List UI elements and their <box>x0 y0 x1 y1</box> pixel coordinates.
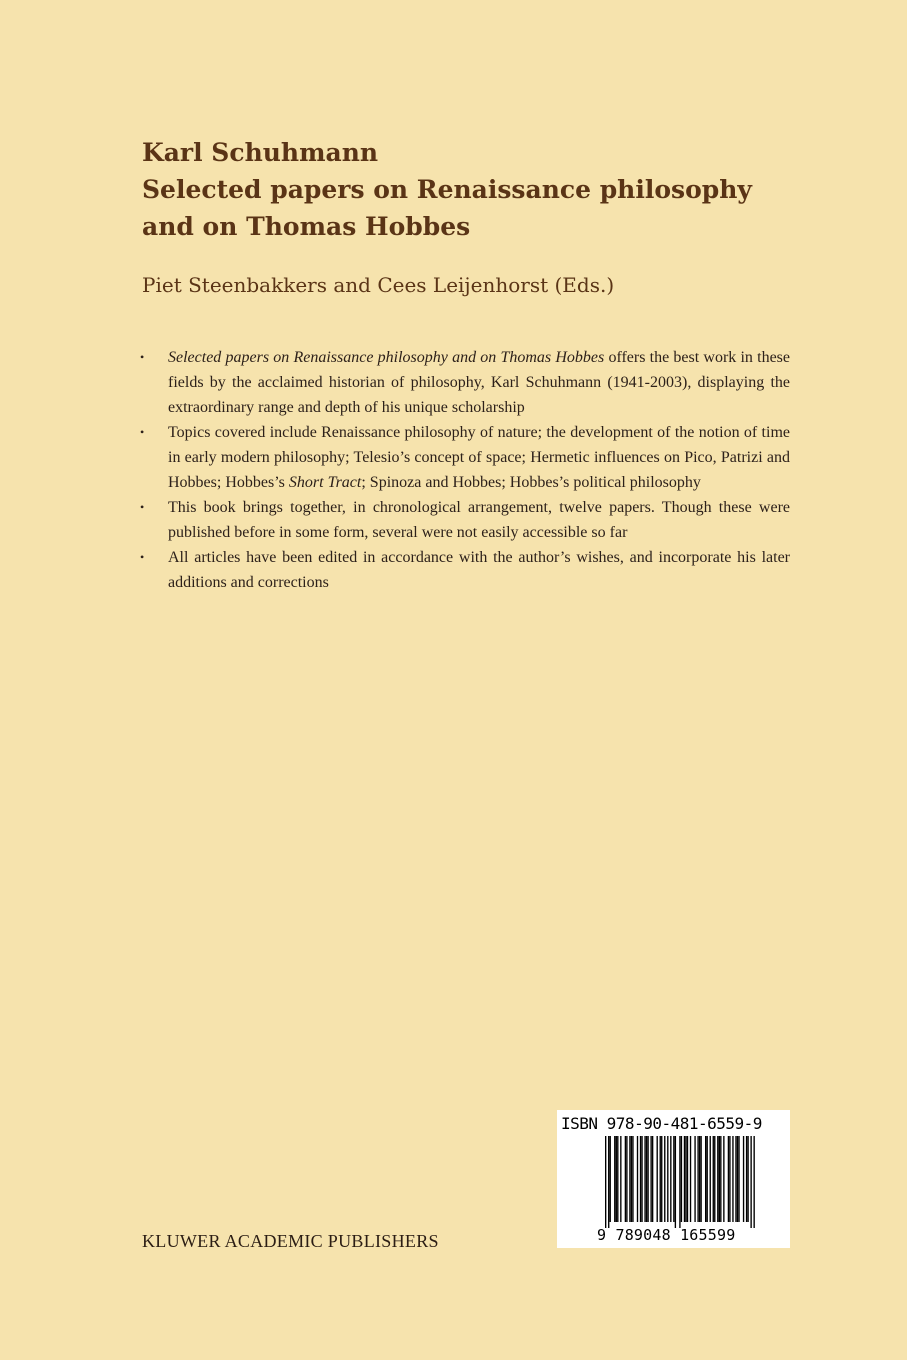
barcode-bar <box>679 1136 680 1228</box>
barcode-bar <box>729 1136 730 1222</box>
isbn-barcode <box>557 1110 790 1248</box>
barcode-bar <box>667 1136 668 1222</box>
bullet-text: This book brings together, in chronological arrangement, twelve papers. Though these were published before in some form, several were not easily accessible so far <box>168 499 790 541</box>
barcode-bar <box>723 1136 724 1222</box>
barcode-bar <box>644 1136 645 1222</box>
barcode-bar <box>661 1136 662 1222</box>
barcode-bar <box>697 1136 698 1222</box>
barcode-bar <box>684 1136 685 1222</box>
list-item <box>140 545 790 595</box>
author-name: Karl Schuhmann <box>142 138 379 167</box>
barcode-digits: 9 789048 165599 <box>597 1226 736 1244</box>
isbn-label: ISBN 978-90-481-6559-9 <box>561 1114 762 1133</box>
barcode-bar <box>640 1136 641 1222</box>
barcode-bar <box>660 1136 661 1222</box>
bullet-text: Topics covered include Renaissance philosophy of nature; the development of the notion of time in early modern philosophy; Telesio’s concept of space; Hermetic influences on Pico, Patrizi and Hobbes; Hobbes’s <box>168 424 790 491</box>
barcode-bar <box>694 1136 695 1222</box>
barcode-bar <box>746 1136 747 1222</box>
barcode-bar <box>664 1136 665 1222</box>
barcode-bar <box>670 1136 671 1222</box>
barcode-bar <box>690 1136 691 1222</box>
barcode-bar <box>608 1136 609 1228</box>
description-list <box>140 345 790 595</box>
barcode-bar <box>750 1136 751 1228</box>
barcode-bar <box>743 1136 744 1222</box>
barcode-bar <box>707 1136 708 1222</box>
barcode-bar <box>685 1136 686 1222</box>
barcode-bar <box>719 1136 720 1222</box>
title-block <box>142 134 822 297</box>
barcode-bar <box>652 1136 653 1222</box>
barcode-bar <box>753 1136 754 1228</box>
barcode-bar <box>620 1136 621 1222</box>
barcode-bar <box>616 1136 617 1222</box>
barcode-bar <box>699 1136 700 1222</box>
barcode-bar <box>637 1136 638 1222</box>
barcode-bar <box>629 1136 630 1222</box>
bullet-text: All articles have been edited in accordance with the author’s wishes, and incorporate his later additions and corrections <box>168 549 790 591</box>
barcode-bar <box>737 1136 738 1222</box>
barcode-bars <box>605 1136 755 1228</box>
barcode-bar <box>728 1136 729 1222</box>
barcode-bar <box>614 1136 615 1222</box>
list-item <box>140 495 790 545</box>
list-item <box>140 420 790 495</box>
barcode-bar <box>720 1136 721 1222</box>
book-title-line-2: and on Thomas Hobbes <box>142 212 471 241</box>
book-title-line-1: Selected papers on Renaissance philosophy <box>142 175 752 204</box>
barcode-bar <box>647 1136 648 1222</box>
barcode-bar <box>732 1136 733 1222</box>
barcode-bar <box>717 1136 718 1222</box>
barcode-bar <box>673 1136 674 1222</box>
barcode-bar <box>687 1136 688 1222</box>
barcode-bar <box>605 1136 606 1228</box>
barcode-bar <box>738 1136 739 1222</box>
barcode-bar <box>705 1136 706 1222</box>
editors: Piet Steenbakkers and Cees Leijenhorst (Eds.) <box>142 273 615 297</box>
barcode-bar <box>641 1136 642 1222</box>
barcode-bar <box>747 1136 748 1222</box>
barcode-bar <box>681 1136 682 1222</box>
barcode-bar <box>610 1136 611 1222</box>
barcode-bar <box>646 1136 647 1222</box>
book-title-italic: Selected papers on Renaissance philosophy and on Thomas Hobbes <box>168 349 605 366</box>
barcode-bar <box>626 1136 627 1222</box>
barcode-bar <box>700 1136 701 1222</box>
bullet-text: offers the best work in these fields by the acclaimed historian of philosophy, Karl Schuhmann (1941-2003), displaying the extraordinary range and depth of his unique scholarship <box>168 349 790 416</box>
short-tract-italic: Short Tract <box>288 474 362 491</box>
barcode-bar <box>632 1136 633 1222</box>
barcode-bar <box>631 1136 632 1222</box>
barcode-bar <box>625 1136 626 1222</box>
barcode-bar <box>657 1136 658 1222</box>
list-item <box>140 345 790 420</box>
barcode-bar <box>617 1136 618 1222</box>
barcode-bar <box>714 1136 715 1222</box>
barcode-bar <box>710 1136 711 1222</box>
barcode-bar <box>735 1136 736 1222</box>
barcode-bar <box>675 1136 676 1228</box>
barcode-bar <box>713 1136 714 1222</box>
bullet-text: ; Spinoza and Hobbes; Hobbes’s political philosophy <box>361 474 701 491</box>
barcode-bar <box>650 1136 651 1222</box>
publisher-name: KLUWER ACADEMIC PUBLISHERS <box>142 1231 439 1251</box>
